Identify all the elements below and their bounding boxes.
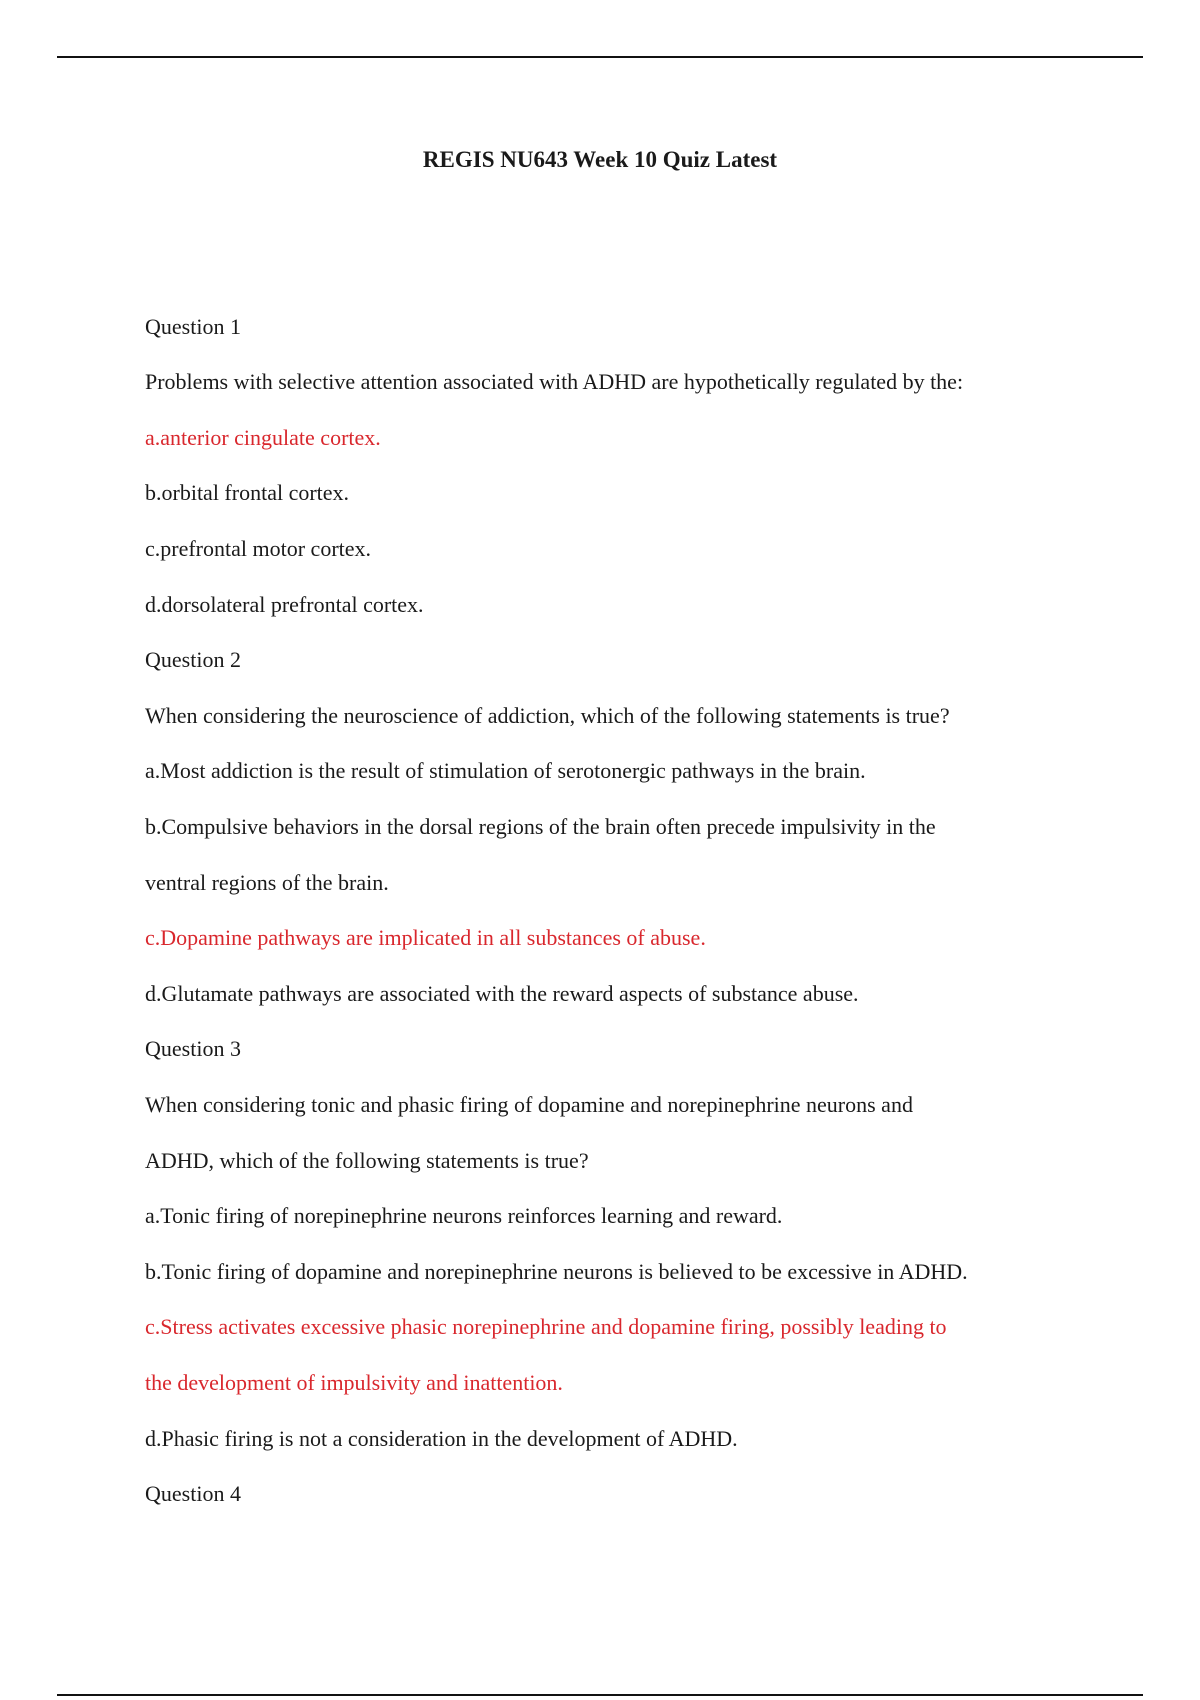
question-2-option-c-correct: c.Dopamine pathways are implicated in all substances of abuse. xyxy=(145,925,706,950)
top-rule xyxy=(57,56,1143,58)
question-2-option-b-line-1: b.Compulsive behaviors in the dorsal regions of the brain often precede impulsivity in the xyxy=(145,814,936,839)
question-2-option-a: a.Most addiction is the result of stimulation of serotonergic pathways in the brain. xyxy=(145,758,866,783)
question-1-option-c: c.prefrontal motor cortex. xyxy=(145,536,372,561)
question-3-option-c-correct-line-2: the development of impulsivity and inattention. xyxy=(145,1370,563,1395)
question-2-label: Question 2 xyxy=(145,647,241,672)
question-3-option-c-correct-line-1: c.Stress activates excessive phasic norepinephrine and dopamine firing, possibly leading to xyxy=(145,1314,947,1339)
question-1-prompt: Problems with selective attention associated with ADHD are hypothetically regulated by the: xyxy=(145,369,964,394)
question-1-label: Question 1 xyxy=(145,314,241,339)
bottom-rule xyxy=(57,1694,1143,1696)
question-3-option-b: b.Tonic firing of dopamine and norepinephrine neurons is believed to be excessive in ADHD. xyxy=(145,1259,968,1284)
question-4-label: Question 4 xyxy=(145,1481,241,1506)
question-2-prompt: When considering the neuroscience of addiction, which of the following statements is true? xyxy=(145,703,950,728)
question-3-option-d: d.Phasic firing is not a consideration in the development of ADHD. xyxy=(145,1426,738,1451)
question-3-prompt-line-1: When considering tonic and phasic firing of dopamine and norepinephrine neurons and xyxy=(145,1092,913,1117)
question-2-option-b-line-2: ventral regions of the brain. xyxy=(145,870,389,895)
question-1-option-a-correct: a.anterior cingulate cortex. xyxy=(145,425,381,450)
question-3-label: Question 3 xyxy=(145,1036,241,1061)
question-1-option-b: b.orbital frontal cortex. xyxy=(145,480,350,505)
document-title: REGIS NU643 Week 10 Quiz Latest xyxy=(422,147,778,172)
question-3-prompt-line-2: ADHD, which of the following statements is true? xyxy=(145,1148,589,1173)
question-1-option-d: d.dorsolateral prefrontal cortex. xyxy=(145,592,424,617)
question-2-option-d: d.Glutamate pathways are associated with the reward aspects of substance abuse. xyxy=(145,981,859,1006)
question-3-option-a: a.Tonic firing of norepinephrine neurons reinforces learning and reward. xyxy=(145,1203,783,1228)
